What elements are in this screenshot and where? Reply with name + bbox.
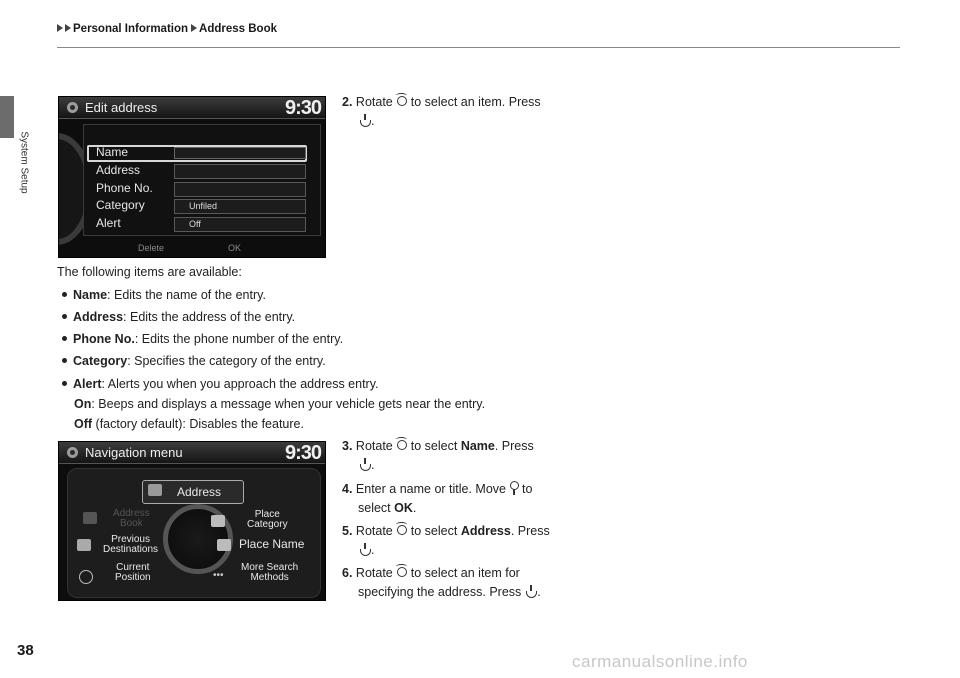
- bullet: [62, 314, 67, 319]
- bullet: [62, 381, 67, 386]
- breadcrumb-item[interactable]: Address Book: [199, 23, 277, 35]
- arrow-icon: [57, 24, 63, 32]
- current-position-icon: [79, 570, 93, 584]
- more-search-methods-item[interactable]: More Search Methods: [241, 562, 299, 583]
- step-2-line-2: .: [358, 112, 374, 130]
- move-icon: [509, 480, 519, 496]
- page-number: 38: [17, 642, 34, 659]
- field-address[interactable]: [174, 164, 306, 179]
- row-label-address[interactable]: Address: [96, 163, 141, 177]
- alert-value: Off: [189, 219, 201, 229]
- step-3-line-2: .: [358, 456, 374, 474]
- delete-softkey[interactable]: Delete: [138, 243, 165, 253]
- interface-dial-icon: [396, 522, 408, 538]
- bullet: [62, 336, 67, 341]
- more-dots-icon: •••: [213, 570, 224, 581]
- step-3-line-1: 3. Rotate to select Name. Press: [342, 439, 534, 453]
- step-4-line-1: 4. Enter a name or title. Move to: [342, 482, 533, 496]
- screen-title: Navigation menu: [85, 445, 183, 460]
- address-book-item[interactable]: Address Book: [113, 508, 150, 529]
- header-divider: [57, 47, 900, 48]
- settings-icon: [67, 102, 78, 113]
- section-label: System Setup: [18, 131, 30, 194]
- field-name[interactable]: [174, 147, 306, 159]
- alert-off-desc: Off (factory default): Disables the feature.: [74, 417, 304, 431]
- alert-on-desc: On: Beeps and displays a message when your vehicle gets near the entry.: [74, 397, 486, 411]
- list-item: Category: Specifies the category of the entry.: [62, 352, 326, 370]
- step-5-line-1: 5. Rotate to select Address. Press: [342, 524, 550, 538]
- section-tab: [0, 96, 14, 138]
- row-label-category[interactable]: Category: [96, 198, 145, 212]
- arrow-icon: [191, 24, 197, 32]
- current-position-item[interactable]: Current Position: [115, 562, 151, 583]
- clock: 9:30: [284, 97, 321, 119]
- breadcrumb: [57, 23, 280, 35]
- previous-destinations-icon: [77, 539, 91, 551]
- step-5-line-2: .: [358, 541, 374, 559]
- previous-destinations-item[interactable]: Previous Destinations: [103, 534, 159, 555]
- list-item: Phone No.: Edits the phone number of the entry.: [62, 330, 343, 348]
- step-6-line-1: 6. Rotate to select an item for: [342, 566, 520, 580]
- edit-address-screen: [58, 96, 326, 258]
- address-book-icon: [83, 512, 97, 524]
- bullet: [62, 292, 67, 297]
- enter-button-icon: [525, 585, 537, 599]
- list-item: Name: Edits the name of the entry.: [62, 286, 266, 304]
- interface-dial-icon: [396, 564, 408, 580]
- navigation-menu-screen: [58, 441, 326, 601]
- watermark: carmanualsonline.info: [572, 652, 748, 671]
- center-address-label: Address: [177, 485, 222, 499]
- enter-button-icon: [359, 114, 371, 128]
- settings-icon: [67, 447, 78, 458]
- place-name-icon: [217, 539, 231, 551]
- list-item: Address: Edits the address of the entry.: [62, 308, 295, 326]
- enter-button-icon: [359, 458, 371, 472]
- list-item: Alert: Alerts you when you approach the address entry.: [62, 375, 379, 393]
- enter-button-icon: [359, 543, 371, 557]
- category-value: Unfiled: [189, 201, 218, 211]
- breadcrumb-item[interactable]: Personal Information: [73, 23, 189, 35]
- row-label-name[interactable]: Name: [96, 145, 129, 159]
- step-4-line-2: select OK.: [358, 501, 417, 515]
- place-name-item[interactable]: Place Name: [239, 537, 305, 551]
- row-label-phone[interactable]: Phone No.: [96, 181, 153, 195]
- arrow-icon: [65, 24, 71, 32]
- book-icon: [148, 484, 162, 496]
- step-2-line-1: 2. Rotate to select an item. Press: [342, 95, 541, 109]
- step-6-line-2: specifying the address. Press .: [358, 585, 541, 599]
- place-category-item[interactable]: Place Category: [247, 509, 288, 530]
- clock: 9:30: [284, 442, 321, 464]
- available-intro: The following items are available:: [57, 265, 242, 279]
- row-label-alert[interactable]: Alert: [96, 216, 121, 230]
- place-category-icon: [211, 515, 225, 527]
- bullet: [62, 358, 67, 363]
- interface-dial-icon: [396, 93, 408, 109]
- field-phone[interactable]: [174, 182, 306, 197]
- interface-dial-icon: [396, 437, 408, 453]
- ok-softkey[interactable]: OK: [228, 243, 242, 253]
- screen-title: Edit address: [85, 100, 158, 115]
